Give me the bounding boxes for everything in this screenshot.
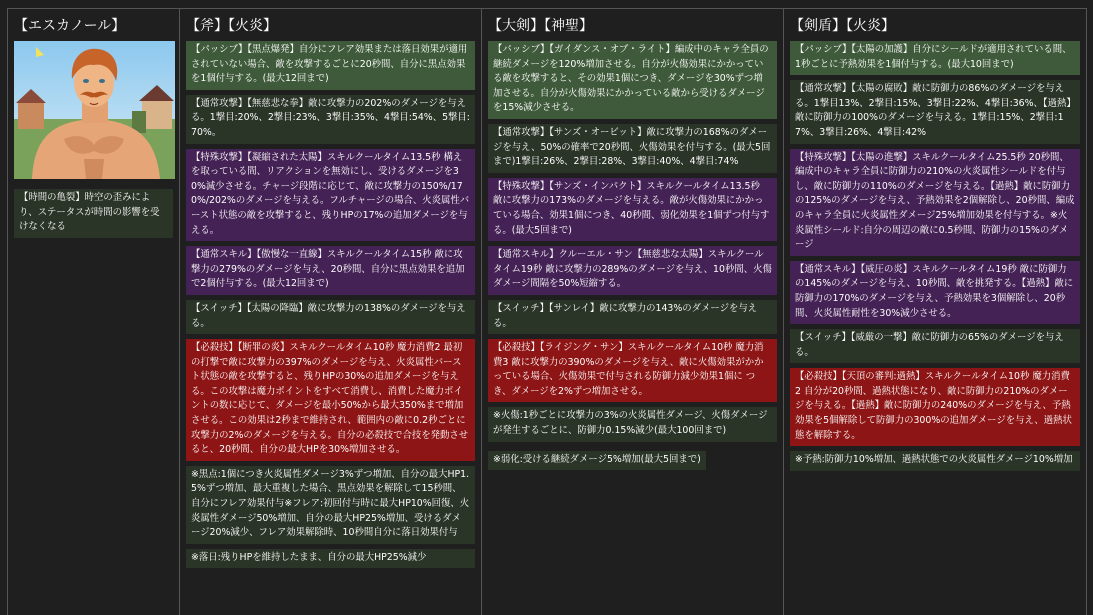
normal-attack: 【通常攻撃】【サンズ・オービット】敵に攻撃力の168%のダメージを与え、50%の確率で20秒間、火傷効果を付与する。(最大5回まで)1撃目:26%、2撃目:28%、3撃目:40%、4撃目:74%	[488, 124, 777, 173]
effect-note: ※予熱:防御力10%増加、過熱状態での火炎属性ダメージ10%増加	[790, 451, 1080, 471]
ultimate-skill: 【必殺技】【天頂の審判:過熱】スキルクールタイム10秒 魔力消費2 自分が20秒間、過熱状態になり、敵に防御力の210%のダメージを与える。【過熱】敵に防御力の240%のダメージを与え、予熱効果を5個解除して防御力の300%の追加ダメージを与え、過熱状態を解除する。	[790, 368, 1080, 446]
effect-note: ※弱化:受ける継続ダメージ5%増加(最大5回まで)	[488, 451, 706, 471]
passive-skill: 【パッシブ】【太陽の加護】自分にシールドが適用されている間、1秒ごとに予熱効果を1個付与する。(最大10回まで)	[790, 41, 1080, 75]
passive-skill: 【パッシブ】【ガイダンス・オブ・ライト】編成中のキャラ全員の継続ダメージを120%増加させる。自分が火傷効果にかかっている敵を攻撃すると、その効果1個につき、ダメージを30%ずつ増加させる。自分が火傷効果にかかっている敵から受けるダメージを15%減少させる。	[488, 41, 777, 119]
effect-note: ※落日:残りHPを維持したまま、自分の最大HP25%減少	[186, 549, 475, 569]
effect-note: ※火傷:1秒ごとに攻撃力の3%の火炎属性ダメージ、火傷ダメージが発生するごとに、防御力0.15%減少(最大100回まで)	[488, 407, 777, 441]
normal-skill: 【通常スキル】クルーエル・サン【無慈悲な太陽】スキルクールタイム19秒 敵に攻撃力の289%のダメージを与え、10秒間、火傷ダメージ間隔を50%短縮する。	[488, 246, 777, 295]
passive-skill: 【パッシブ】【黒点爆発】自分にフレア効果または落日効果が適用されていない場合、敵を攻撃するごとに20秒間、自分に黒点効果を1個付与する。(最大12回まで)	[186, 41, 475, 90]
normal-skill: 【通常スキル】【威圧の炎】スキルクールタイム19秒 敵に防御力の145%のダメージを与え、10秒間、敵を挑発する。【過熱】敵に防御力の170%のダメージを与え、予熱効果を3個解除し、20秒間、火炎属性耐性を30%減少させる。	[790, 261, 1080, 324]
switch-skill: 【スイッチ】【威厳の一撃】敵に防御力の65%のダメージを与える。	[790, 329, 1080, 363]
effect-note: ※黒点:1個につき火炎属性ダメージ3%ずつ増加、自分の最大HP1.5%ずつ増加、最大重複した場合、黒点効果を解除して15秒間、自分にフレア効果付与※フレア:初回付与時に最大HP10%回復、火炎属性ダメージ50%増加、自分の最大HP25%増加、受けるダメージ20%減少、フレア効果解除時、10秒間自分に落日効果付与	[186, 466, 475, 544]
ultimate-skill: 【必殺技】【ライジング・サン】スキルクールタイム10秒 魔力消費3 敵に攻撃力の390%のダメージを与え、敵に火傷効果がかかっている場合、火傷効果で付与される防御力減少効果1個に つき、ダメージを2%ずつ増加させる。	[488, 339, 777, 402]
switch-skill: 【スイッチ】【サンレイ】敵に攻撃力の143%のダメージを与える。	[488, 300, 777, 334]
special-attack: 【特殊攻撃】【太陽の進撃】スキルクールタイム25.5秒 20秒間、編成中のキャラ全員に防御力の210%の火炎属性シールドを付与し、敵に防御力の110%のダメージを与える。【過熱】敵に防御力の125%のダメージを与え、予熱効果を2個解除し、20秒間、編成のキャラ全員に火炎属性ダメージ25%増加効果を付与する。※火炎属性シールド:自分の周辺の敵に0.5秒間、防御力の15%のダメージ	[790, 149, 1080, 256]
normal-attack: 【通常攻撃】【無慈悲な拳】敵に攻撃力の202%のダメージを与える。1撃目:20%、2撃目:23%、3撃目:35%、4撃目:54%、5撃目:70%。	[186, 95, 475, 144]
weapon-column-greatsword	[482, 9, 784, 615]
normal-skill: 【通常スキル】【傲慢な一直線】スキルクールタイム15秒 敵に攻撃力の279%のダメージを与え、20秒間、自分に黒点効果を追加で2個付与する。(最大12回まで)	[186, 246, 475, 295]
weapon-column-sword-shield	[784, 9, 1087, 615]
normal-attack: 【通常攻撃】【太陽の腐敗】敵に防御力の86%のダメージを与える。1撃目13%、2撃目:15%、3撃目:22%、4撃目:36%、【過熱】敵に防御力の100%のダメージを与える。1撃目:15%、2撃目:17%、3撃目:26%、4撃目:42%	[790, 80, 1080, 143]
switch-skill: 【スイッチ】【太陽の降臨】敵に攻撃力の138%のダメージを与える。	[186, 300, 475, 334]
special-attack: 【特殊攻撃】【凝縮された太陽】スキルクールタイム13.5秒 構えを取っている間、リアクションを無効にし、受けるダメージを30%減少させる。チャージ段階に応じて、敵に攻撃力の150%/170%/202%のダメージを与える。フルチャージの場合、火炎属性バースト状態の敵を攻撃すると、残りHPの17%の追加ダメージを与える。	[186, 149, 475, 242]
character-name: 【エスカノール】	[14, 18, 126, 34]
special-attack: 【特殊攻撃】【サンズ・インパクト】スキルクールタイム13.5秒 敵に攻撃力の173%のダメージを与える。敵が火傷効果にかかっている場合、効果1個につき、40秒間、弱化効果を1個ずつ付与する。(最大5回まで)	[488, 178, 777, 241]
column-header: 【大剣】【神聖】	[488, 18, 593, 34]
ultimate-skill: 【必殺技】【断罪の炎】スキルクールタイム10秒 魔力消費2 最初の打撃で敵に攻撃力の397%のダメージを与え、火炎属性バースト状態の敵を攻撃すると、残りHPの30%の追加ダメージを与える。この攻撃は魔力ポイントをすべて消費し、消費した魔力ポイントの数に応じて、ダメージを最小50%から最大350%まで増加させる。この効果は2秒まで維持され、範囲内の敵に0.2秒ごとに攻撃力の2%のダメージを与える。自分の必殺技で合技を発動させると、20秒間、自分の最大HPを30%増加させる。	[186, 339, 475, 461]
column-header: 【斧】【火炎】	[186, 18, 277, 34]
character-description: 【時間の亀裂】時空の歪みにより、ステータスが時間の影響を受けなくなる	[14, 189, 173, 238]
character-column	[8, 9, 180, 615]
weapon-column-axe	[180, 9, 482, 615]
column-header: 【剣盾】【火炎】	[790, 18, 895, 34]
muscular-man-portrait	[14, 41, 175, 179]
skill-table	[7, 8, 1087, 615]
